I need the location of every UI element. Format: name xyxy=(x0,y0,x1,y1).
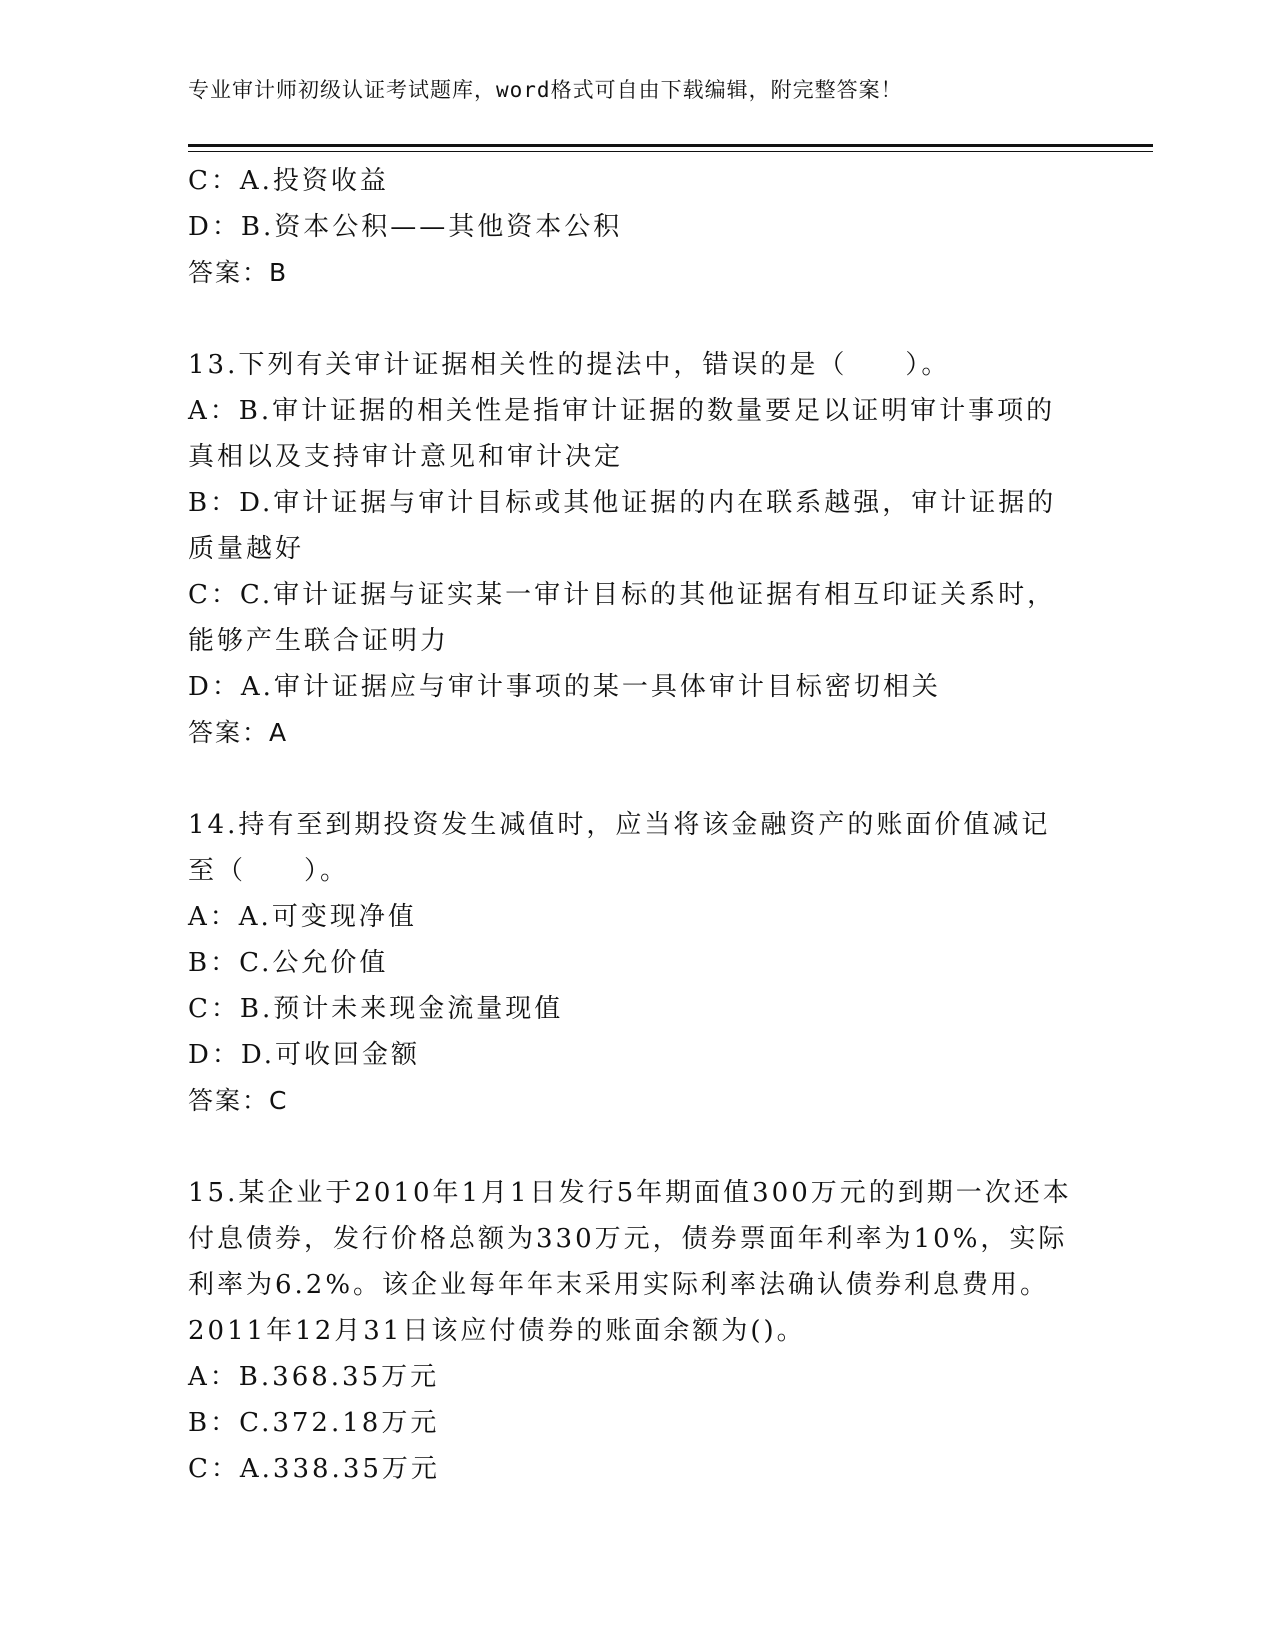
q15-option-a: A：B.368.35万元 xyxy=(188,1362,440,1392)
q13-option-b: B：D.审计证据与审计目标或其他证据的内在联系越强，审计证据的质量越好 xyxy=(188,488,1057,564)
prev-option-c: C：A.投资收益 xyxy=(188,166,389,196)
q15-option-b: B：C.372.18万元 xyxy=(188,1408,440,1438)
spacer xyxy=(188,756,1078,802)
header-rule-thick xyxy=(188,144,1153,147)
prev-option-d: D：B.资本公积——其他资本公积 xyxy=(188,212,623,242)
question-content xyxy=(188,158,1078,1492)
prev-answer: 答案：B xyxy=(188,258,289,287)
q13-option-a: A：B.审计证据的相关性是指审计证据的数量要足以证明审计事项的真相以及支持审计意见和审计决定 xyxy=(188,396,1056,472)
header-rule-thin xyxy=(188,151,1153,152)
q15-stem: 15.某企业于2010年1月1日发行5年期面值300万元的到期一次还本付息债券，发行价格总额为330万元，债券票面年利率为10%，实际利率为6.2%。该企业每年年末采用实际利率法确认债券利息费用。2011年12月31日该应付债券的账面余额为()。 xyxy=(188,1178,1072,1346)
q13-option-d: D：A.审计证据应与审计事项的某一具体审计目标密切相关 xyxy=(188,672,941,702)
page-header: 专业审计师初级认证考试题库，word格式可自由下载编辑，附完整答案！ xyxy=(188,78,903,102)
q14-option-d: D：D.可收回金额 xyxy=(188,1040,421,1070)
spacer xyxy=(188,296,1078,342)
q14-option-c: C：B.预计未来现金流量现值 xyxy=(188,994,564,1024)
q15-option-c: C：A.338.35万元 xyxy=(188,1454,440,1484)
q13-answer: 答案：A xyxy=(188,718,289,747)
q14-stem: 14.持有至到期投资发生减值时，应当将该金融资产的账面价值减记至（ ）。 xyxy=(188,810,1051,886)
q13-option-c: C：C.审计证据与证实某一审计目标的其他证据有相互印证关系时，能够产生联合证明力 xyxy=(188,580,1057,656)
q13-stem: 13.下列有关审计证据相关性的提法中，错误的是（ ）。 xyxy=(188,350,951,380)
q14-answer: 答案：C xyxy=(188,1086,289,1115)
spacer xyxy=(188,1124,1078,1170)
q14-option-a: A：A.可变现净值 xyxy=(188,902,417,932)
q14-option-b: B：C.公允价值 xyxy=(188,948,389,978)
